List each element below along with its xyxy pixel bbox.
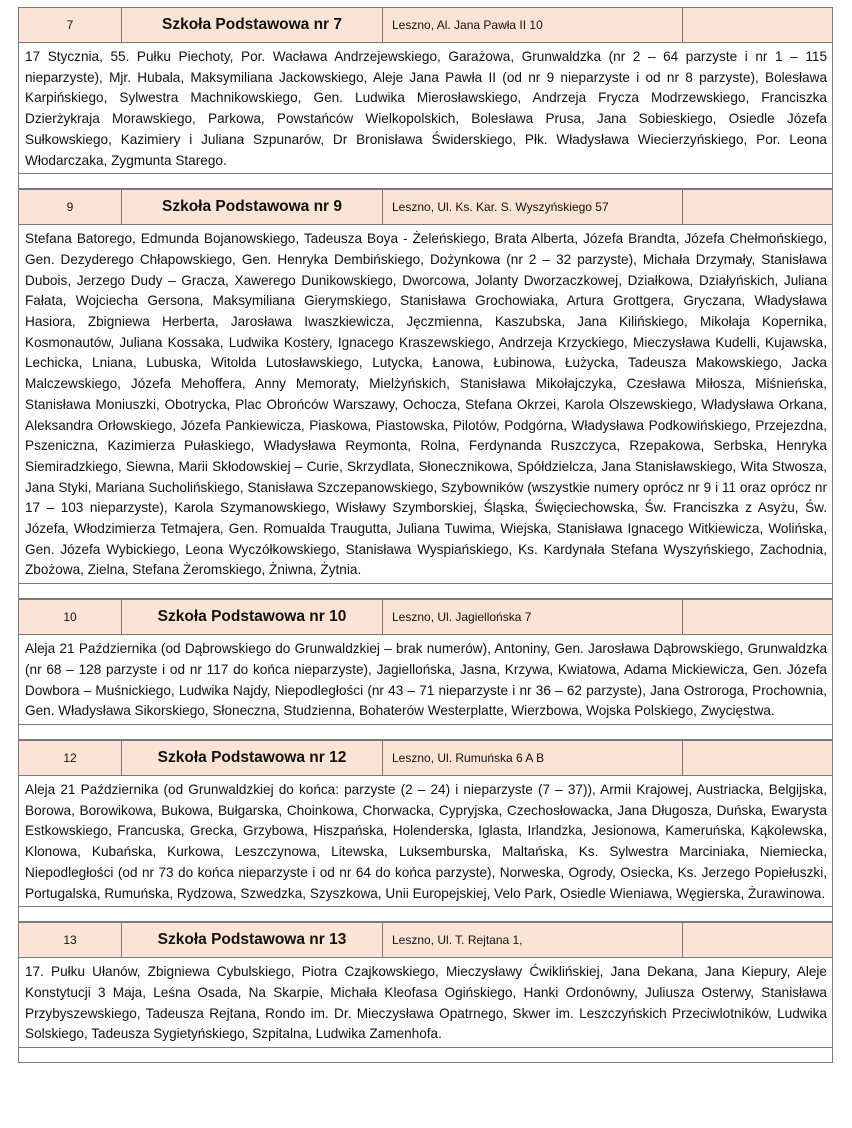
school-name: Szkoła Podstawowa nr 9 [122, 190, 383, 224]
spacer-row [18, 174, 833, 189]
school-number: 13 [19, 923, 122, 957]
street-list: 17 Stycznia, 55. Pułku Piechoty, Por. Wacława Andrzejewskiego, Garażowa, Grunwaldzka (nr 2 – 64 parzyste i nr 1 – 115 nieparzyste), Mjr. Hubala, Maksymiliana Jackowskiego, Aleje Jana Pawła II (od nr 9 nieparzyste i od nr 8 parzyste), Bolesława Karpińskiego, Sylwestra Machnikowskiego, Gen. Ludwika Mierosławskiego, Andrzeja Frycza Modrzewskiego, Franciszka Dzierżykraja Morawskiego, Parkowa, Powstańców Wielkopolskich, Bolesława Prusa, Jana Sobieskiego, Osiedle Józefa Sułkowskiego, Kazimiery i Juliana Szpunarów, Dr Bronisława Świderskiego, Płk. Władysława Wiecierzyńskiego, Por. Leona Włodarczaka, Zygmunta Starego. [18, 43, 833, 174]
school-number: 9 [19, 190, 122, 224]
school-header-row [18, 7, 833, 43]
spacer-row [18, 907, 833, 922]
school-address: Leszno, Ul. Rumuńska 6 A B [383, 741, 683, 775]
empty-cell [683, 923, 832, 957]
school-address: Leszno, Al. Jana Pawła II 10 [383, 8, 683, 42]
street-list: Aleja 21 Października (od Dąbrowskiego do Grunwaldzkiej – brak numerów), Antoniny, Gen. Jarosława Dąbrowskiego, Grunwaldzka (nr 68 – 128 parzyste i od nr 117 do końca nieparzyste), Jagiellońska, Jasna, Krzywa, Kwiatowa, Adama Mickiewicza, Gen. Józefa Dowbora – Muśnickiego, Ludwika Najdy, Niepodległości (nr 43 – 71 nieparzyste i nr 36 – 62 parzyste), Jana Ostroroga, Prochownia, Gen. Władysława Sikorskiego, Słoneczna, Studzienna, Bohaterów Westerplatte, Wierzbowa, Wojska Polskiego, Zwycięstwa. [18, 635, 833, 725]
spacer-row [18, 725, 833, 740]
empty-cell [683, 741, 832, 775]
school-header-row [18, 922, 833, 958]
school-number: 7 [19, 8, 122, 42]
empty-cell [683, 8, 832, 42]
school-name: Szkoła Podstawowa nr 13 [122, 923, 383, 957]
school-address: Leszno, Ul. T. Rejtana 1, [383, 923, 683, 957]
school-name: Szkoła Podstawowa nr 7 [122, 8, 383, 42]
school-header-row [18, 740, 833, 776]
school-number: 10 [19, 600, 122, 634]
school-name: Szkoła Podstawowa nr 12 [122, 741, 383, 775]
school-block-7 [18, 7, 833, 189]
school-name: Szkoła Podstawowa nr 10 [122, 600, 383, 634]
school-block-13 [18, 922, 833, 1063]
schools-table [18, 7, 833, 1063]
school-block-10 [18, 599, 833, 740]
school-block-12 [18, 740, 833, 922]
spacer-row [18, 584, 833, 599]
street-list: 17. Pułku Ułanów, Zbigniewa Cybulskiego, Piotra Czajkowskiego, Mieczysławy Ćwiklińskiej, Jana Dekana, Jana Kiepury, Aleje Konstytucji 3 Maja, Leśna Osada, Na Skarpie, Michała Kleofasa Ogińskiego, Hanki Ordonówny, Juliusza Osterwy, Stanisława Przybyszewskiego, Tadeusza Rejtana, Rondo im. Dr. Mieczysława Opatrnego, Skwer im. Leszczyńskich Przeciwlotników, Ludwika Solskiego, Tadeusza Sygietyńskiego, Szpitalna, Ludwika Zamenhofa. [18, 958, 833, 1048]
street-list: Aleja 21 Października (od Grunwaldzkiej do końca: parzyste (2 – 24) i nieparzyste (7 – 37)), Armii Krajowej, Austriacka, Belgijska, Borowa, Borowikowa, Bukowa, Bułgarska, Choinkowa, Chorwacka, Cypryjska, Czechosłowacka, Jana Długosza, Duńska, Ewarysta Estkowskiego, Francuska, Grecka, Grzybowa, Hiszpańska, Holenderska, Iglasta, Irlandzka, Jesionowa, Kameruńska, Kąkolewska, Klonowa, Kubańska, Kurkowa, Leszczynowa, Litewska, Luksemburska, Maltańska, Ks. Sylwestra Marciniaka, Niemiecka, Niepodległości (od nr 73 do końca nieparzyste i od nr 64 do końca parzyste), Norweska, Ogrody, Osiecka, Ks. Jerzego Popiełuszki, Portugalska, Rumuńska, Rydzowa, Szwedzka, Szyszkowa, Unii Europejskiej, Velo Park, Osiedle Wieniawa, Węgierska, Żurawinowa. [18, 776, 833, 907]
empty-cell [683, 600, 832, 634]
street-list: Stefana Batorego, Edmunda Bojanowskiego, Tadeusza Boya - Żeleńskiego, Brata Alberta, Józefa Brandta, Józefa Chełmońskiego, Gen. Dezyderego Chłapowskiego, Gen. Henryka Dembińskiego, Dożynkowa (nr 2 – 32 parzyste), Michała Drzymały, Stanisława Dubois, Jerzego Dudy – Gracza, Xawerego Dunikowskiego, Dworcowa, Jolanty Dworzaczkowej, Działkowa, Działyńskich, Juliana Fałata, Wojciecha Gersona, Maksymiliana Gierymskiego, Stanisława Grochowiaka, Artura Grottgera, Gryczana, Władysława Hasiora, Zbigniewa Herberta, Jarosława Iwaszkiewicza, Jęczmienna, Kaszubska, Jana Kilińskiego, Mikołaja Kopernika, Kosmonautów, Juliana Kossaka, Ludwika Kostery, Ignacego Kraszewskiego, Andrzeja Krzyckiego, Mieczysława Kudelli, Kujawska, Lechicka, Lniana, Lubuska, Witolda Lutosławskiego, Lutycka, Łanowa, Łubinowa, Łużycka, Tadeusza Makowskiego, Jacka Malczewskiego, Józefa Mehoffera, Anny Memoraty, Mielżyńskich, Stanisława Mikołajczyka, Czesława Miłosza, Miśnieńska, Stanisława Moniuszki, Obotrycka, Plac Obrońców Warszawy, Ochocza, Stefana Okrzei, Karola Olszewskiego, Władysława Orkana, Aleksandra Orłowskiego, Józefa Pankiewicza, Piaskowa, Piastowska, Pilotów, Podgórna, Władysława Podkowińskiego, Przejezdna, Pszeniczna, Kazimierza Pułaskiego, Władysława Reymonta, Rolna, Ferdynanda Ruszczyca, Rzepakowa, Serbska, Henryka Siemiradzkiego, Siewna, Marii Skłodowskiej – Curie, Skrzydlata, Słonecznikowa, Spółdzielcza, Jana Stanisławskiego, Wita Stwosza, Jana Styki, Mariana Sucholińskiego, Stanisława Szczepanowskiego, Szybowników (wszystkie numery oprócz nr 9 i 11 oraz oprócz nr 17 – 103 nieparzyste), Karola Szymanowskiego, Wisławy Szymborskiej, Śląska, Święciechowska, Św. Franciszka z Asyżu, Św. Józefa, Włodzimierza Tetmajera, Gen. Romualda Traugutta, Juliana Tuwima, Wiejska, Stanisława Ignacego Witkiewicza, Wolińska, Gen. Józefa Wybickiego, Leona Wyczółkowskiego, Stanisława Wyspiańskiego, Ks. Kardynała Stefana Wyszyńskiego, Zachodnia, Zbożowa, Zielna, Stefana Żeromskiego, Żniwna, Żytnia. [18, 225, 833, 584]
empty-cell [683, 190, 832, 224]
school-number: 12 [19, 741, 122, 775]
school-address: Leszno, Ul. Jagiellońska 7 [383, 600, 683, 634]
school-header-row [18, 599, 833, 635]
school-header-row [18, 189, 833, 225]
school-address: Leszno, Ul. Ks. Kar. S. Wyszyńskiego 57 [383, 190, 683, 224]
spacer-row [18, 1048, 833, 1063]
school-block-9 [18, 189, 833, 599]
